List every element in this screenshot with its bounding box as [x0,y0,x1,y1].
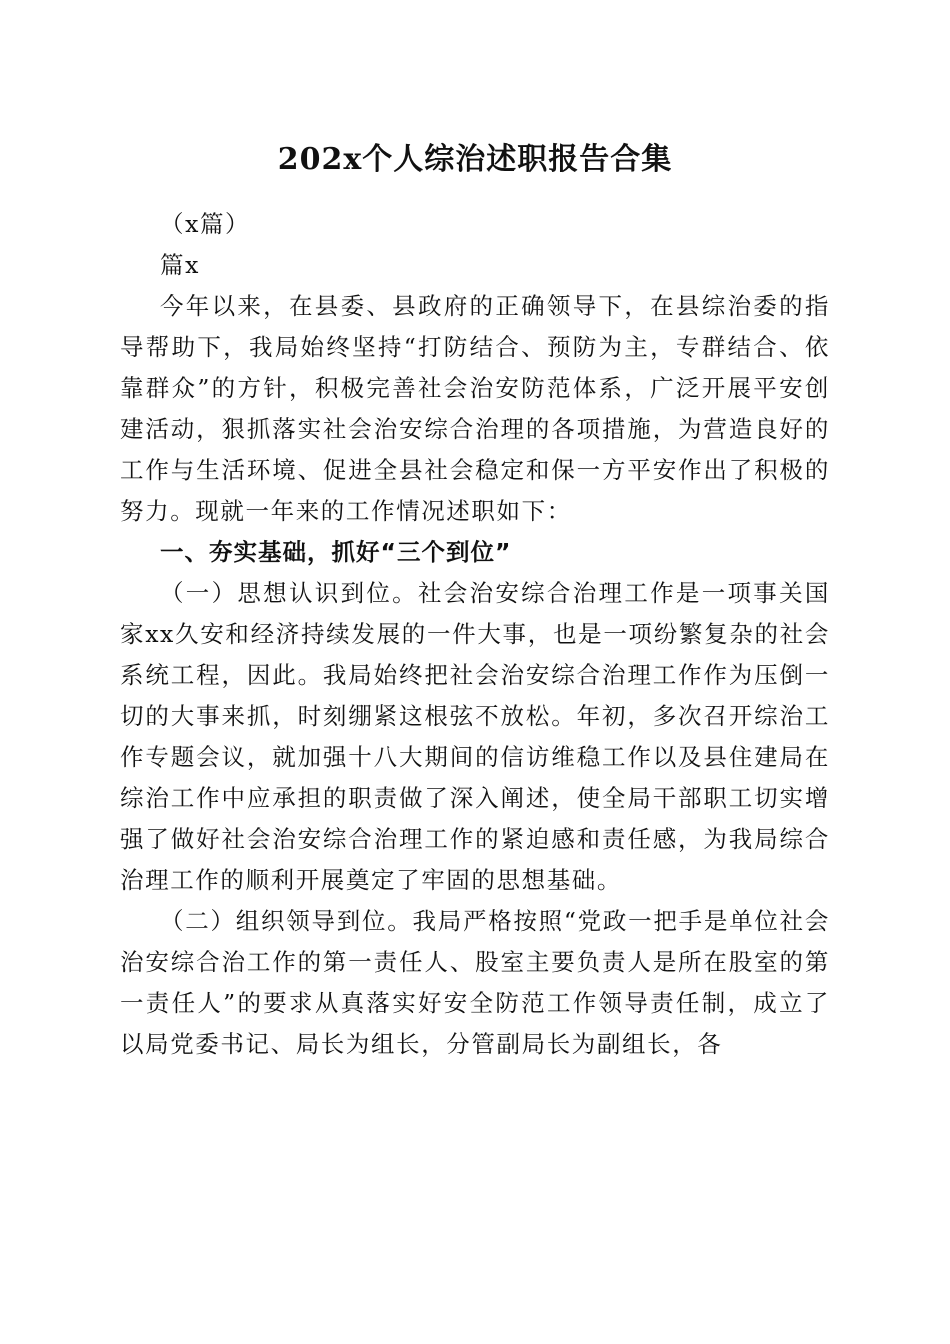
paragraph-2: （二）组织领导到位。我局严格按照“党政一把手是单位社会治安综合治工作的第一责任人、股室主要负责人是所在股室的第一责任人”的要求从真落实好安全防范工作领导责任制，成立了以局党委书记、局长为组长，分管副局长为副组长，各 [120,907,830,1058]
section-heading-1: 一、夯实基础，抓好“三个到位” [160,538,512,566]
intro-paragraph: 今年以来，在县委、县政府的正确领导下，在县综治委的指导帮助下，我局始终坚持“打防结合、预防为主，专群结合、依靠群众”的方针，积极完善社会治安防范体系，广泛开展平安创建活动，狠抓落实社会治安综合治理的各项措施，为营造良好的工作与生活环境、促进全县社会稳定和保一方平安作出了积极的努力。现就一年来的工作情况述职如下： [120,292,830,525]
document-title: 202x个人综治述职报告合集 [277,142,673,177]
document-body [120,204,830,1065]
section-label: 篇x [160,251,200,279]
paragraph-1: （一）思想认识到位。社会治安综合治理工作是一项事关国家xx久安和经济持续发展的一件大事，也是一项纷繁复杂的社会系统工程，因此。我局始终把社会治安综合治理工作作为压倒一切的大事来抓，时刻绷紧这根弦不放松。年初，多次召开综治工作专题会议，就加强十八大期间的信访维稳工作以及县住建局在综治工作中应承担的职责做了深入阐述，使全局干部职工切实增强了做好社会治安综合治理工作的紧迫感和责任感，为我局综合治理工作的顺利开展奠定了牢固的思想基础。 [120,579,830,894]
subtitle: （x篇） [160,210,251,238]
